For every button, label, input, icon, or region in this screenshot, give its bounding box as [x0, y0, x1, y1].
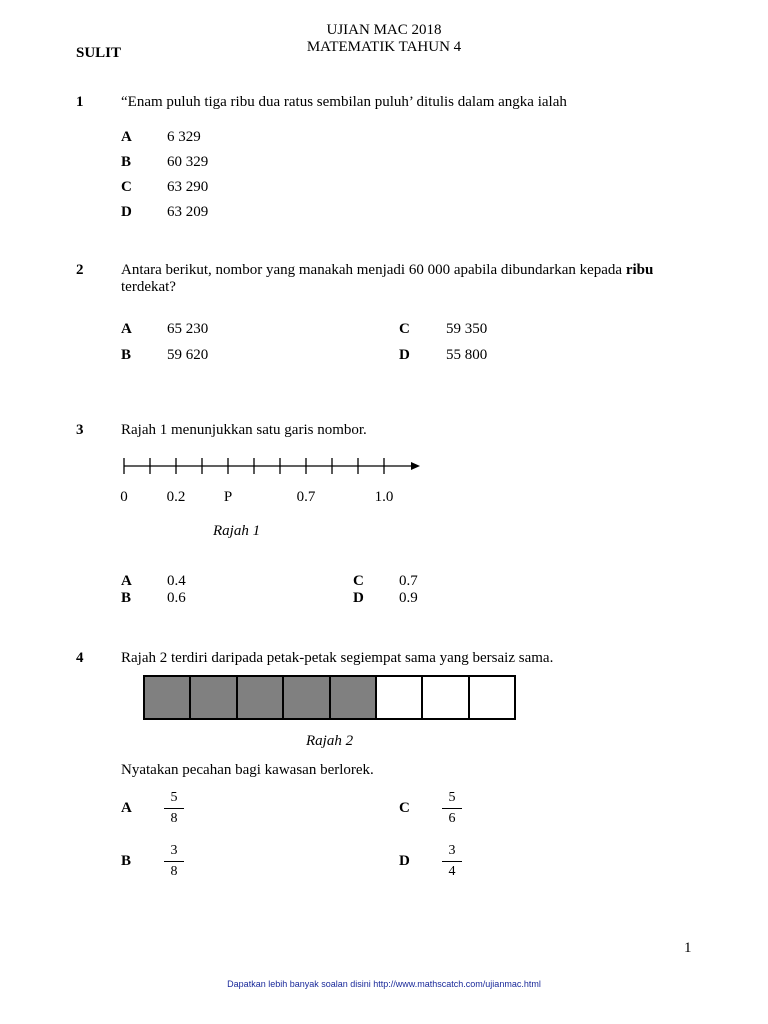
fraction-denominator: 4	[448, 864, 456, 879]
footer-link-text: Dapatkan lebih banyak soalan disini http://www.mathscatch.com/ujianmac.html	[227, 979, 541, 989]
option-value: 63 209	[167, 204, 209, 220]
grid-cell	[423, 677, 469, 718]
option-letter: A	[121, 129, 132, 145]
fraction-bar	[164, 861, 184, 862]
question-text	[121, 262, 653, 279]
number-line	[118, 452, 428, 482]
option-letter: A	[121, 573, 132, 589]
option-letter: B	[121, 347, 132, 363]
number-line-label: 0.2	[166, 489, 186, 505]
option-fraction	[442, 843, 462, 880]
sulit-label: SULIT	[76, 45, 122, 61]
figure-caption: Rajah 1	[213, 523, 261, 539]
question-text: Rajah 2 terdiri daripada petak-petak segiempat sama yang bersaiz sama.	[121, 650, 554, 666]
option-letter: B	[121, 590, 132, 606]
option-value: 60 329	[167, 154, 209, 170]
question-number: 1	[76, 94, 84, 110]
exam-subject: MATEMATIK TAHUN 4	[306, 39, 462, 55]
option-letter: C	[353, 573, 364, 589]
option-letter: D	[399, 347, 410, 363]
fraction-numerator: 5	[170, 790, 178, 805]
option-letter: C	[399, 321, 410, 337]
option-letter: A	[121, 800, 132, 816]
option-value: 59 350	[446, 321, 488, 337]
question-prompt: Nyatakan pecahan bagi kawasan berlorek.	[121, 762, 374, 778]
grid-cell-shaded	[238, 677, 284, 718]
grid-cell-shaded	[284, 677, 330, 718]
fraction-numerator: 5	[448, 790, 456, 805]
option-letter: C	[121, 179, 132, 195]
question-number: 2	[76, 262, 84, 278]
question-text: Rajah 1 menunjukkan satu garis nombor.	[121, 422, 367, 438]
option-value: 0.4	[167, 573, 186, 589]
question-number: 3	[76, 422, 84, 438]
question-text-bold: ribu	[625, 262, 654, 278]
fraction-bar	[442, 808, 462, 809]
number-line-label: P	[223, 489, 233, 505]
fraction-denominator: 6	[448, 811, 456, 826]
option-value: 55 800	[446, 347, 488, 363]
number-line-label: 0.7	[296, 489, 316, 505]
exam-title: UJIAN MAC 2018	[326, 22, 442, 38]
option-value: 65 230	[167, 321, 209, 337]
question-text-line2: terdekat?	[121, 279, 176, 295]
arrow-head	[411, 462, 420, 470]
number-line-label: 0	[120, 489, 128, 505]
option-letter: D	[353, 590, 364, 606]
figure-caption: Rajah 2	[306, 733, 354, 749]
option-letter: D	[399, 853, 410, 869]
option-fraction	[164, 843, 184, 880]
option-value: 6 329	[167, 129, 201, 145]
grid-cell-shaded	[331, 677, 377, 718]
option-letter: B	[121, 853, 132, 869]
fraction-denominator: 8	[170, 811, 178, 826]
number-line-label: 1.0	[374, 489, 394, 505]
fraction-numerator: 3	[448, 843, 456, 858]
grid-cell	[470, 677, 514, 718]
fraction-bar	[442, 861, 462, 862]
fraction-numerator: 3	[170, 843, 178, 858]
option-letter: D	[121, 204, 132, 220]
option-letter: C	[399, 800, 410, 816]
option-value: 0.7	[399, 573, 418, 589]
question-text-main: Antara berikut, nombor yang manakah menjadi 60 000 apabila dibundarkan kepada	[121, 262, 626, 278]
fraction-bar	[164, 808, 184, 809]
grid-cell-shaded	[191, 677, 237, 718]
option-value: 0.6	[167, 590, 186, 606]
option-fraction	[164, 790, 184, 827]
page-number: 1	[684, 940, 692, 956]
option-value: 0.9	[399, 590, 418, 606]
grid-cell-shaded	[145, 677, 191, 718]
option-letter: A	[121, 321, 132, 337]
shaded-grid	[143, 675, 516, 720]
question-number: 4	[76, 650, 84, 666]
question-text: “Enam puluh tiga ribu dua ratus sembilan puluh’ ditulis dalam angka ialah	[121, 94, 567, 110]
fraction-denominator: 8	[170, 864, 178, 879]
option-value: 59 620	[167, 347, 209, 363]
option-letter: B	[121, 154, 132, 170]
option-fraction	[442, 790, 462, 827]
option-value: 63 290	[167, 179, 209, 195]
grid-cell	[377, 677, 423, 718]
